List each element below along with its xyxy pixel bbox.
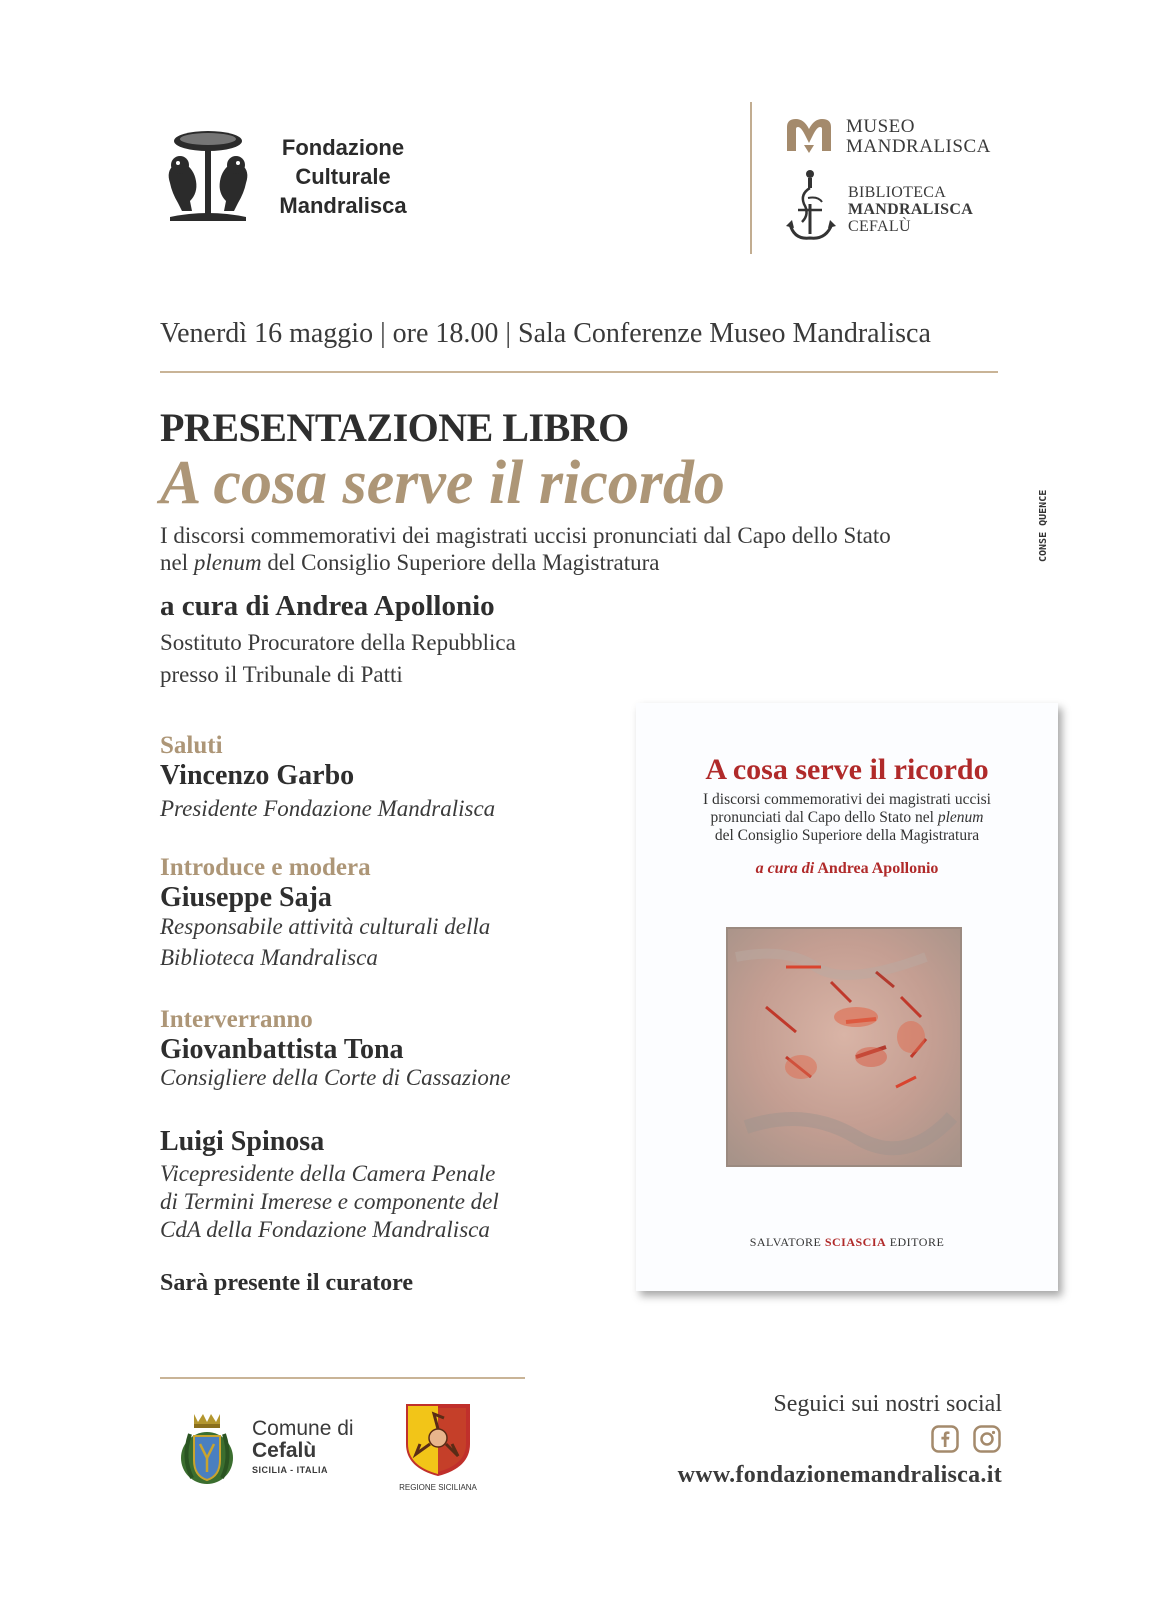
presentation-label: PRESENTAZIONE LIBRO bbox=[160, 405, 629, 450]
cover-publisher bbox=[636, 1235, 1058, 1250]
book-subtitle-em: plenum bbox=[193, 550, 262, 575]
saluti-label: Saluti bbox=[160, 732, 223, 759]
cover-publisher-part1: SALVATORE bbox=[749, 1235, 825, 1249]
closing-note: Sarà presente il curatore bbox=[160, 1270, 414, 1296]
cover-painting bbox=[726, 927, 962, 1167]
speaker-role-saja-line1: Responsabile attività culturali della bbox=[160, 914, 491, 939]
speaker-role-spinosa-line3: CdA della Fondazione Mandralisca bbox=[160, 1217, 490, 1242]
book-cover bbox=[636, 703, 1058, 1291]
instagram-icon[interactable] bbox=[973, 1425, 1001, 1453]
speaker-name-spinosa: Luigi Spinosa bbox=[160, 1126, 325, 1157]
foundation-name-line1: Fondazione bbox=[281, 135, 405, 160]
cover-subtitle-line1: I discorsi commemorativi dei magistrati uccisi bbox=[703, 791, 991, 808]
biblioteca-line2: MANDRALISCA bbox=[848, 201, 974, 218]
curator-line: a cura di Andrea Apollonio bbox=[160, 590, 495, 622]
speaker-role-spinosa-line2: di Termini Imerese e componente del bbox=[160, 1189, 499, 1214]
museo-line2: MANDRALISCA bbox=[846, 136, 991, 157]
foundation-name bbox=[268, 133, 418, 220]
speaker-role-spinosa-line1: Vicepresidente della Camera Penale bbox=[160, 1161, 496, 1186]
fondazione-tree-lions-logo bbox=[160, 125, 256, 225]
speaker-role-garbo: Presidente Fondazione Mandralisca bbox=[160, 796, 496, 821]
speaker-role-tona: Consigliere della Corte di Cassazione bbox=[160, 1065, 511, 1090]
consequence-vertical-logo bbox=[1036, 486, 1060, 562]
speaker-role-saja-line2: Biblioteca Mandralisca bbox=[160, 945, 378, 970]
comune-cefalu-text bbox=[252, 1418, 354, 1475]
cover-publisher-part2: SCIASCIA bbox=[824, 1235, 887, 1249]
regione-label: REGIONE SICILIANA bbox=[399, 1483, 477, 1492]
regione-siciliana-logo bbox=[406, 1404, 470, 1476]
cover-curator-name: Andrea Apollonio bbox=[817, 860, 939, 877]
comune-cefalu-crest bbox=[176, 1410, 238, 1488]
book-subtitle bbox=[160, 522, 920, 576]
side-logo-text: CONSE QUENCE bbox=[1038, 489, 1049, 562]
foundation-name-line2: Culturale bbox=[295, 164, 391, 189]
speaker-role-saja bbox=[160, 913, 490, 972]
curator-role-line2: presso il Tribunale di Patti bbox=[160, 662, 403, 687]
speaker-name-saja: Giuseppe Saja bbox=[160, 882, 332, 913]
event-date-time-venue: Venerdì 16 maggio | ore 18.00 | Sala Conferenze Museo Mandralisca bbox=[160, 318, 931, 349]
book-subtitle-part2: del Consiglio Superiore della Magistratura bbox=[261, 550, 660, 575]
cover-subtitle-line2 bbox=[676, 809, 1018, 827]
cover-subtitle-line2-em: plenum bbox=[937, 809, 984, 826]
introduce-label: Introduce e modera bbox=[160, 854, 371, 881]
foundation-name-line3: Mandralisca bbox=[279, 193, 407, 218]
curator-role bbox=[160, 627, 516, 691]
speaker-name-garbo: Vincenzo Garbo bbox=[160, 760, 355, 791]
cover-title: A cosa serve il ricordo bbox=[705, 753, 989, 786]
footer-divider bbox=[160, 1377, 525, 1379]
speaker-name-tona: Giovanbattista Tona bbox=[160, 1034, 404, 1065]
museo-line1: MUSEO bbox=[846, 116, 916, 137]
comune-line2: Cefalù bbox=[252, 1439, 317, 1462]
cover-curator-prefix: a cura di bbox=[755, 860, 815, 877]
header-divider bbox=[750, 102, 752, 254]
museo-m-logo bbox=[784, 115, 834, 155]
cover-subtitle-line2-part1: pronunciati dal Capo dello Stato nel bbox=[710, 809, 938, 826]
curator-role-line1: Sostituto Procuratore della Repubblica bbox=[160, 630, 516, 655]
biblioteca-anchor-logo bbox=[784, 168, 844, 244]
website-link[interactable]: www.fondazionemandralisca.it bbox=[677, 1462, 1002, 1488]
book-subtitle-part1: I discorsi commemorativi dei magistrati uccisi pronunciati dal Capo dello Stato nel bbox=[160, 523, 891, 575]
social-label: Seguici sui nostri social bbox=[773, 1391, 1002, 1417]
interverranno-label: Interverranno bbox=[160, 1006, 313, 1033]
biblioteca-line3: CEFALÙ bbox=[848, 218, 911, 235]
biblioteca-mandralisca-text bbox=[848, 184, 973, 235]
event-divider bbox=[160, 371, 998, 373]
cover-subtitle bbox=[676, 791, 1018, 845]
book-title: A cosa serve il ricordo bbox=[160, 449, 725, 517]
comune-line3: SICILIA - ITALIA bbox=[252, 1465, 328, 1475]
biblioteca-line1: BIBLIOTECA bbox=[848, 184, 947, 201]
cover-subtitle-line3: del Consiglio Superiore della Magistratura bbox=[714, 827, 980, 844]
facebook-icon[interactable] bbox=[931, 1425, 959, 1453]
cover-publisher-part3: EDITORE bbox=[886, 1235, 945, 1249]
museo-mandralisca-text bbox=[846, 117, 991, 157]
comune-line1: Comune di bbox=[252, 1417, 354, 1440]
speaker-role-spinosa bbox=[160, 1160, 499, 1244]
cover-curator bbox=[636, 860, 1058, 878]
